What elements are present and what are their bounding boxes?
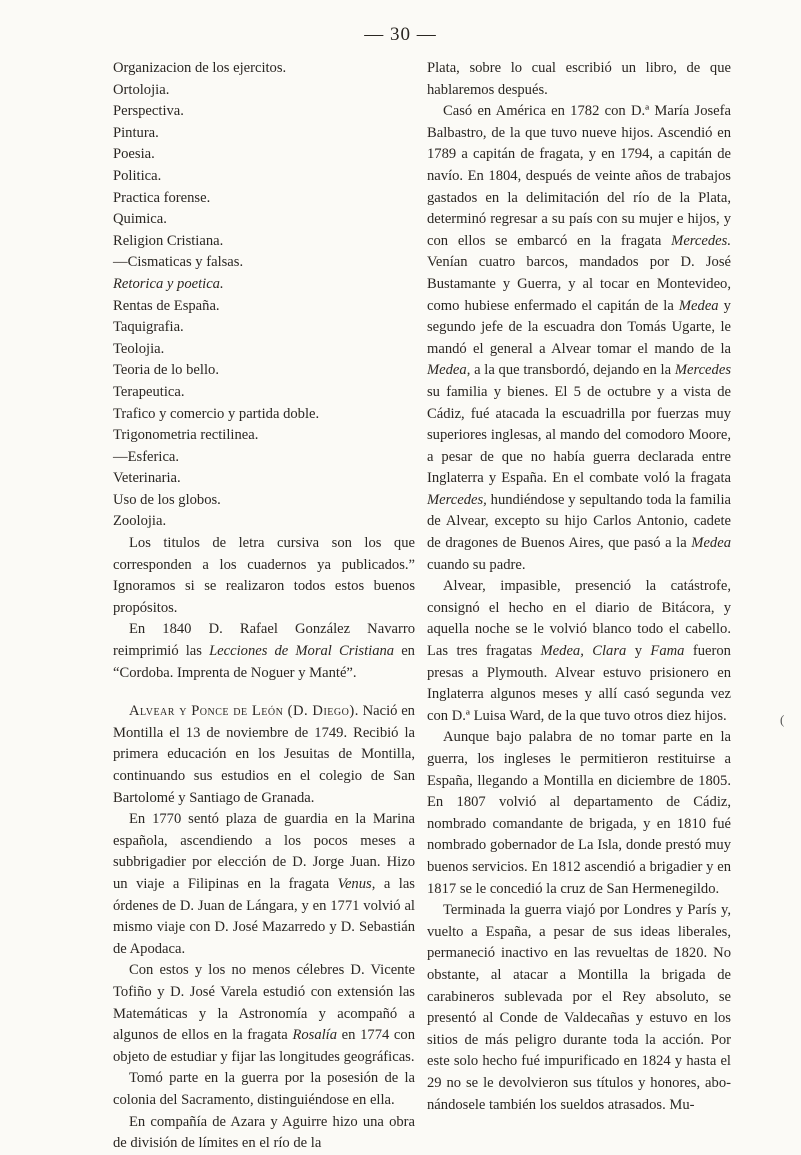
text-run: Casó en América en 1782 con D.ª María Josefa Balbastro, de la que tuvo nueve hijos. Ascendió en 1789 a capitán de fragata, y en 1794, a capitán de navío. En 1804, después de veinte años de trabajos gastados en la delimitación del río de la Plata, determinó regresar a su país con su mujer e hijos, y con ellos se embarcó en la fragata — [427, 103, 731, 249]
italic-ship: Rosalía — [292, 1027, 338, 1044]
paragraph — [427, 101, 731, 576]
list-item: Pintura. — [113, 124, 159, 141]
paragraph — [113, 809, 415, 960]
paragraph: Tomó parte en la guerra por la posesión de la colonia del Sacramento, distinguiéndose en ella. — [113, 1070, 415, 1108]
list-item: Ortolojia. — [113, 81, 170, 98]
list-item: Practica forense. — [113, 189, 211, 206]
list-item: Trafico y comercio y partida doble. — [113, 405, 320, 422]
list-item: Taquigrafia. — [113, 319, 184, 336]
text-run: y — [626, 643, 651, 660]
paragraph: Terminada la guerra viajó por Londres y París y, vuelto a España, a pesar de sus ideas liberales, permaneció inactivo en las revueltas de 1820. No obstante, al atacar a Montilla la brigada de carabineros sublevada por el Rey absoluto, se presentó al Conde de Valdecañas y estuvo en los sitios de más peligro durante toda la acción. Por este solo hecho fué impurificado en 1824 y hasta el 29 no se le devolvieron sus títulos y honores, abonándosele también los sueldos atrasados. Mu- — [427, 902, 731, 1113]
italic-ship: Medea — [427, 362, 467, 379]
italic-title: Lecciones de Moral Cristiana — [209, 643, 395, 660]
list-item: Quimica. — [113, 211, 167, 228]
list-item: Retorica y poetica. — [113, 275, 224, 292]
entry-paragraph — [113, 701, 415, 809]
margin-mark: ( — [780, 712, 785, 727]
text-run: fueron presas a Plymouth. Alvear estuvo prisionero en Inglaterra algunos meses y allí casó segunda vez con D.ª Luisa Ward, de la que tuvo otros diez hijos. — [427, 643, 731, 724]
list-item: Rentas de España. — [113, 297, 220, 314]
italic-ship: Medea — [678, 297, 719, 314]
text-run: , a las órdenes de D. Juan de Lángara, y en 1771 volvió al mismo viaje con D. José Mazarredo y D. Sebastián de Apodaca. — [113, 875, 415, 957]
italic-ship: Medea, Clara — [540, 643, 627, 660]
italic-ship: Mercedes — [674, 362, 731, 379]
entry-heading: Alvear y Ponce de León (D. Diego). — [129, 703, 359, 720]
list-item: Perspectiva. — [113, 103, 184, 120]
text-run: Con estos y los no menos célebres D. Vicente Tofiño y D. José Varela estudió con extensión las Matemáticas y la Astronomía y acompañó a algunos de ellos en la fragata — [113, 962, 415, 1044]
italic-ship: Medea — [691, 535, 731, 552]
list-item: —Esferica. — [113, 448, 180, 465]
text-run: Nació en Montilla el 13 de noviembre de 1749. Recibió la primera educación en los Jesuitas de Montilla, continuando sus estudios en el colegio de San Bartolomé y Santiago de Granada. — [113, 703, 415, 806]
paragraph: Plata, sobre lo cual escribió un libro, de que hablaremos después. — [427, 60, 731, 98]
italic-ship: Fama — [650, 643, 685, 660]
list-item: Veterinaria. — [113, 470, 181, 487]
text-run: En 1840 D. Rafael González Navarro reimprimió las — [113, 621, 415, 660]
list-item: Organizacion de los ejercitos. — [113, 60, 287, 76]
text-run: En 1770 sentó plaza de guardia en la Marina española, ascendiendo a los pocos meses a subbrigadier por elección de D. Jorge Juan. Hizo un viaje a Filipinas en la fragata — [113, 811, 415, 892]
list-item: Religion Cristiana. — [113, 232, 224, 249]
paragraph — [113, 960, 415, 1068]
list-item: Politica. — [113, 167, 162, 184]
list-item: Teoria de lo bello. — [113, 362, 219, 379]
text-run: , a la que transbordó, dejando en la — [466, 362, 675, 379]
text-run: Alvear, impasible, presenció la catástrofe, consignó el hecho en el diario de Bitácora, y aquella noche se le volvió blanco todo el cabello. Las tres fragatas — [427, 578, 731, 660]
text-run: cuando su padre. — [427, 556, 526, 573]
subject-list — [113, 58, 415, 533]
text-run: en “Cordoba. Imprenta de Noguer y Manté”. — [113, 643, 415, 681]
list-item: Terapeutica. — [113, 383, 185, 400]
italic-ship: Venus — [337, 875, 372, 892]
list-item: —Cismaticas y falsas. — [113, 254, 244, 271]
list-item: Teolojia. — [113, 340, 165, 357]
text-run: en 1774 con objeto de estudiar y fijar las longitudes geográficas. — [113, 1027, 416, 1065]
paragraph: Aunque bajo palabra de no tomar parte en la guerra, los ingleses le permitieron restituirse a España, llegando a Montilla en diciembre de 1805. En 1807 volvió al departamento de Cádiz, nombrado comandante de brigada, y en 1810 fué nombrado gobernador de La Isla, donde prestó muy buenos servicios. En 1812 ascendió a brigadier y en 1817 se le concedió la cruz de San Hermenegildo. — [427, 729, 731, 897]
left-column — [113, 58, 415, 1155]
text-run: y segundo jefe de la escuadra don Tomás Ugarte, le mandó el general a Alvear tomar el mando de la — [427, 297, 731, 357]
list-item: Zoolojia. — [113, 513, 167, 530]
italic-ship: Mercedes. — [671, 232, 731, 249]
paragraph: Los titulos de letra cursiva son los que corresponden a los cuadernos ya publicados.” Ignoramos si se realizaron todos estos buenos propósitos. — [113, 535, 415, 616]
list-item: Uso de los globos. — [113, 491, 221, 508]
text-run: hundiéndose y sepultando toda la familia de Alvear, excepto su hijo Carlos Antonio, cadete de dragones de Buenos Aires, que pasó a la — [427, 491, 731, 552]
paragraph — [427, 576, 731, 727]
list-item: Trigonometria rectilinea. — [113, 427, 259, 444]
list-item: Poesia. — [113, 146, 155, 163]
text-run: su familia y bienes. El 5 de octubre y a vista de Cádiz, fué atacada la escuadrilla por fuerzas muy superiores inglesas, al mando del comodoro Moore, a pesar de que no había guerra declarada entre Inglaterra y España. En el combate voló la fragata — [427, 383, 731, 487]
italic-ship: Mercedes, — [427, 491, 487, 508]
paragraph: En compañía de Azara y Aguirre hizo una obra de división de límites en el río de la — [113, 1113, 415, 1152]
text-run: Venían cuatro barcos, mandados por D. José Bustamante y Guerra, y al tocar en Montevideo, como hubiese enfermado el capitán de la — [427, 254, 731, 314]
paragraph — [113, 619, 415, 684]
page-number: — 30 — — [364, 24, 437, 45]
right-column — [427, 58, 731, 1116]
